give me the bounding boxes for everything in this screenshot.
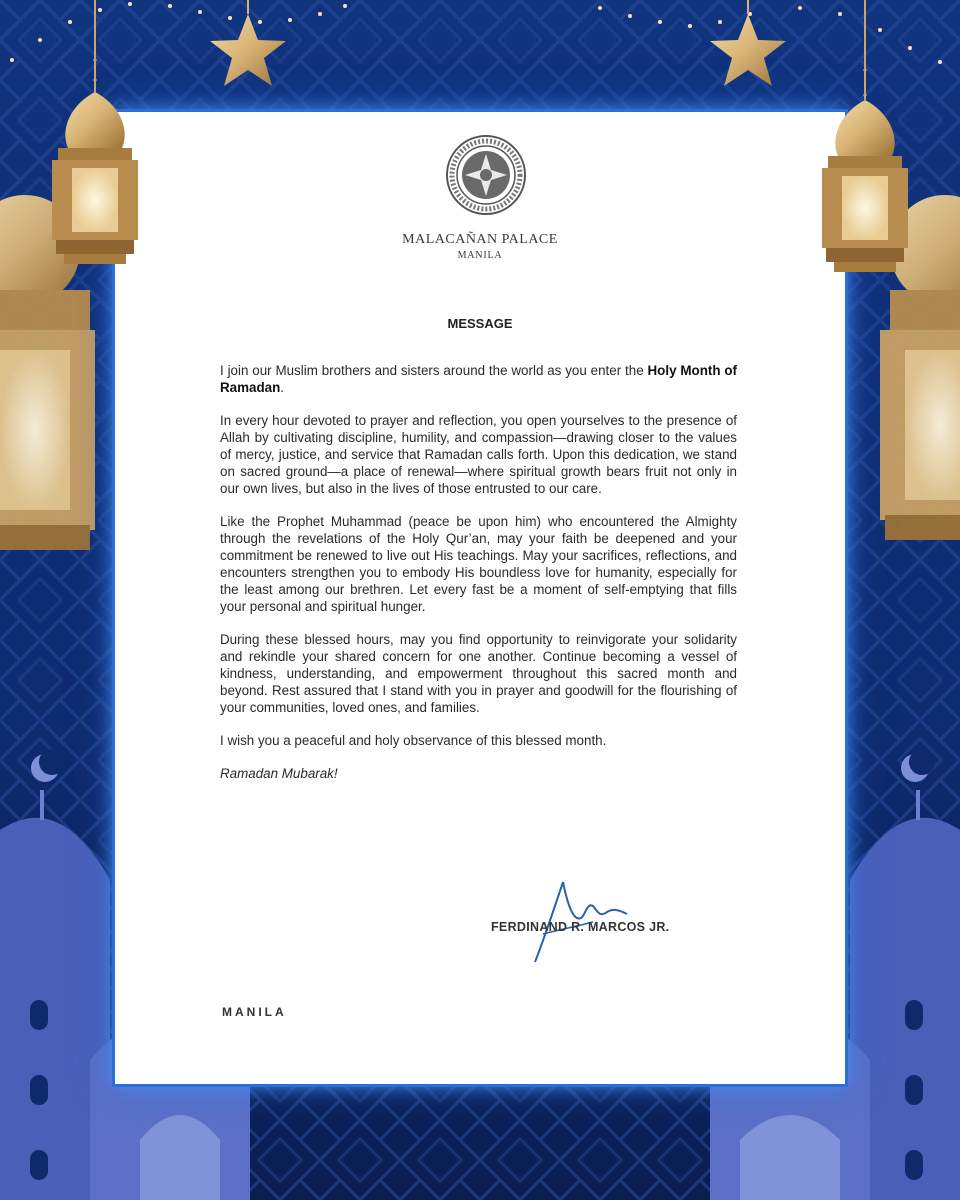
message-heading: MESSAGE (447, 316, 513, 331)
message-letter (115, 112, 845, 1084)
paragraph-1: I join our Muslim brothers and sisters around the world as you enter the Holy Month of Ramadan. (220, 363, 737, 395)
paragraph-3: Like the Prophet Muhammad (peace be upon him) who encountered the Almighty through the revelations of the Holy Qur’an, may your faith be deepened and your commitment be renewed to live out His teachings. May your sacrifices, reflections, and encounters strengthen you to embody His boundless love for humanity, especially for the least among our brethren. Let every fast be a moment of self-emptying that fills your personal and spiritual hunger. (220, 514, 737, 614)
footer-place: MANILA (222, 1005, 287, 1019)
palace-city: MANILA (457, 250, 503, 261)
paragraph-5: I wish you a peaceful and holy observance of this blessed month. (220, 733, 607, 748)
closing-greeting: Ramadan Mubarak! (220, 766, 338, 781)
message-body (220, 362, 737, 798)
lantern-icon (880, 195, 960, 540)
paragraph-4: During these blessed hours, may you find opportunity to reinvigorate your solidarity and rekindle your shared concern for one another. Continue becoming a vessel of kindness, understanding, and empowerment throughout this sacred month and beyond. Rest assured that I stand with you in prayer and goodwill for the flourishing of your communities, loved ones, and families. (220, 632, 737, 715)
paragraph-2: In every hour devoted to prayer and reflection, you open yourselves to the presence of Allah by cultivating discipline, humility, and compassion—drawing closer to the values of mercy, justice, and service that Ramadan calls forth. Upon this dedication, we stand on sacred ground—a place of renewal—where spiritual growth bears fruit not only in our own lives, but also in the lives of those entrusted to our care. (220, 413, 737, 496)
palace-name: MALACAÑAN PALACE (402, 232, 558, 247)
presidential-seal (445, 134, 527, 216)
ramadan-emphasis: Holy Month of Ramadan (220, 363, 737, 395)
signatory-name: FERDINAND R. MARCOS JR. (491, 920, 670, 934)
